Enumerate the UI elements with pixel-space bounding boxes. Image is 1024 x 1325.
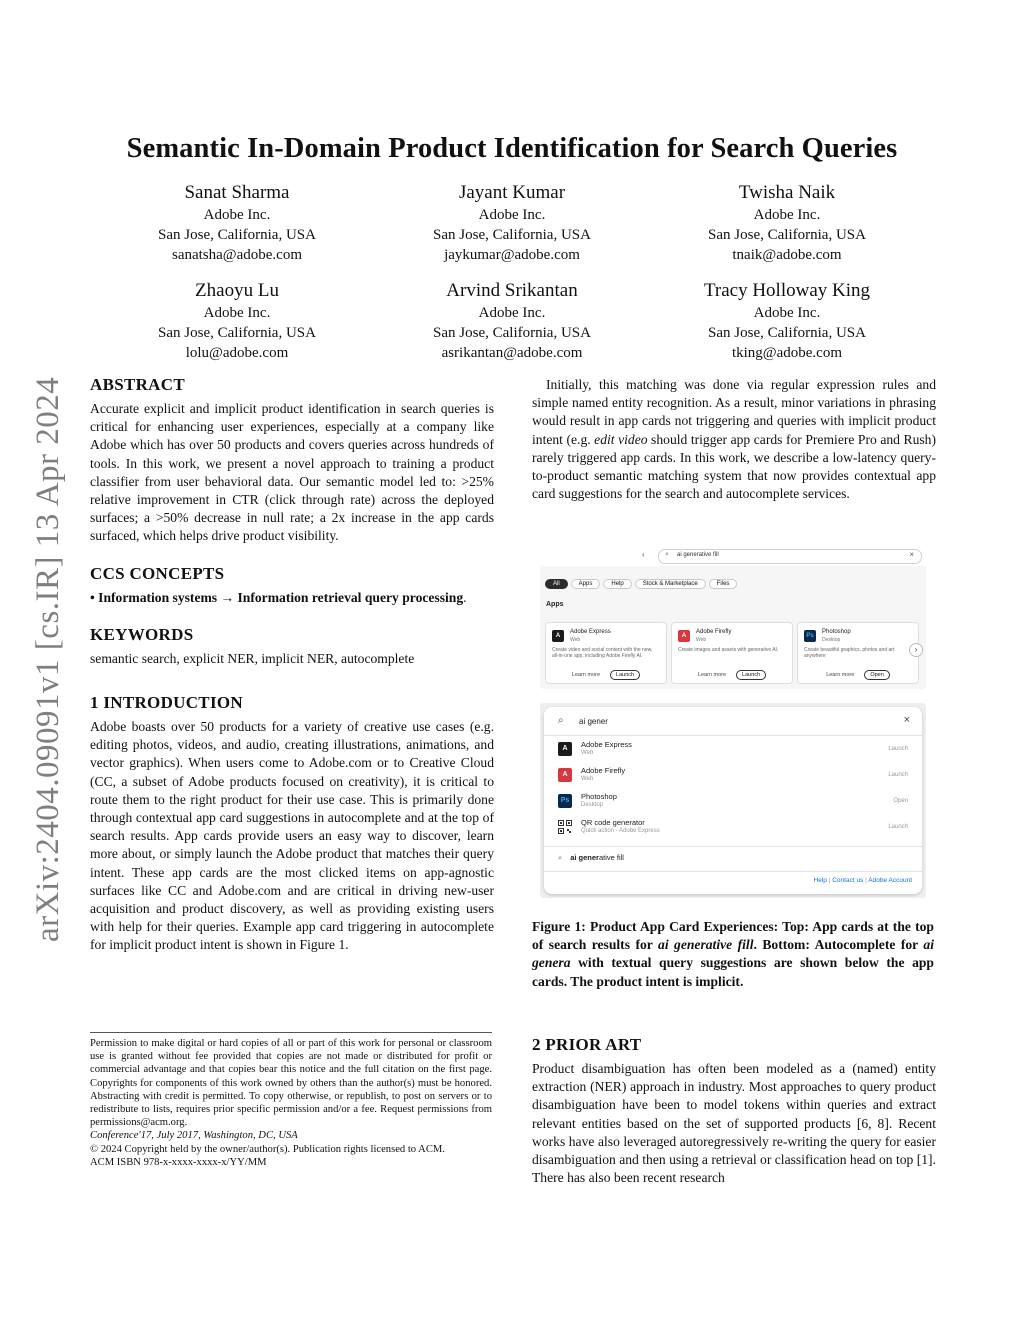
help-link[interactable]: Help	[813, 877, 827, 884]
author-location: San Jose, California, USA	[158, 227, 316, 243]
row-action[interactable]: Launch	[888, 746, 908, 752]
filter-tabs	[545, 572, 740, 590]
author-location: San Jose, California, USA	[433, 227, 591, 243]
right-column-intro	[532, 376, 936, 503]
footnote-isbn: ACM ISBN 978-x-xxxx-xxxx-x/YY/MM	[90, 1156, 267, 1168]
learn-more-link[interactable]: Learn more	[697, 672, 727, 678]
search-text: ai generative fill	[677, 552, 719, 558]
tab-stock[interactable]: Stock & Marketplace	[635, 579, 706, 589]
app-card-name: Adobe Firefly	[696, 629, 732, 635]
qr-code-icon	[558, 820, 572, 834]
contact-us-link[interactable]: Contact us	[832, 877, 864, 884]
autocomplete-app-row[interactable]	[554, 816, 912, 842]
app-card-platform: Web	[570, 637, 581, 643]
app-card-description: Create video and social content with the new, all-in-one app, including Adobe Firefly AI.	[552, 647, 653, 659]
author-org: Adobe Inc.	[478, 207, 546, 223]
suggestion-row[interactable]	[558, 853, 624, 863]
author-org: Adobe Inc.	[753, 305, 821, 321]
author-email: asrikantan@adobe.com	[441, 345, 583, 361]
suggestion-typed: ai gener	[570, 853, 599, 862]
row-action[interactable]: Launch	[888, 824, 908, 830]
author-name: Jayant Kumar	[458, 182, 566, 203]
learn-more-link[interactable]: Learn more	[826, 672, 855, 678]
footnote-permission: Permission to make digital or hard copies of all or part of this work for personal or classroom use is granted without fee provided that copies are not made or distributed for profit or commercial advantage and that copies bear this notice and the full citation on the first page. Copyrights for components of this work owned by others than the author(s) must be honored. Abstracting with credit is permitted. To copy otherwise, or republish, to post on servers or to redistribute to lists, requires prior specific permission and/or a fee. Request permissions from permissions@acm.org.	[90, 1038, 492, 1129]
author-name: Zhaoyu Lu	[195, 280, 279, 301]
adobe-account-link[interactable]: Adobe Account	[868, 877, 912, 884]
author-block	[372, 181, 652, 265]
app-card-platform: Desktop	[822, 637, 841, 643]
app-card[interactable]	[797, 622, 919, 684]
footnote-copyright: © 2024 Copyright held by the owner/author(s). Publication rights licensed to ACM.	[90, 1143, 445, 1155]
divider	[544, 846, 922, 847]
author-email: tnaik@adobe.com	[732, 247, 842, 263]
row-name: Adobe Express	[581, 740, 632, 749]
author-email: lolu@adobe.com	[185, 345, 289, 361]
figure-caption	[532, 918, 934, 991]
author-block	[97, 279, 377, 363]
right-paragraph-emphasis: edit video	[594, 431, 648, 447]
app-card-description: Create beautiful graphics, photos and art anywhere	[804, 647, 895, 659]
ccs-heading: CCS CONCEPTS	[90, 563, 225, 583]
right-paragraph-part: should trigger app cards for Premiere Pro and Rush) rarely triggered app cards. In this work, we describe a low-latency query-to-product semantic matching system that now provides contextual app card suggestions for the search and autocomplete services.	[532, 431, 936, 502]
caption-part: Figure 1: Product App Card Experiences: Top: App cards at the top of search results for	[532, 919, 934, 953]
back-icon[interactable]: ‹	[642, 550, 645, 559]
row-sub: Quick action - Adobe Express	[581, 828, 660, 834]
row-name: QR code generator	[581, 818, 645, 827]
author-org: Adobe Inc.	[203, 207, 271, 223]
author-block	[647, 279, 927, 363]
row-name: Adobe Firefly	[581, 766, 626, 775]
next-arrow-icon[interactable]: ›	[909, 643, 923, 657]
row-sub: Web	[581, 776, 594, 782]
figure-autocomplete	[540, 703, 926, 898]
prior-art-section	[532, 1034, 936, 1187]
tab-apps[interactable]: Apps	[571, 579, 601, 589]
footnote-conference: Conference'17, July 2017, Washington, DC, USA	[90, 1130, 298, 1142]
left-column	[90, 374, 494, 955]
launch-button[interactable]: Launch	[610, 670, 640, 680]
search-icon: ⌕	[558, 853, 563, 862]
adobe-express-icon: A	[552, 630, 564, 642]
autocomplete-app-row[interactable]	[554, 790, 912, 816]
author-org: Adobe Inc.	[203, 305, 271, 321]
app-card-platform: Web	[696, 637, 707, 643]
launch-button[interactable]: Launch	[736, 670, 766, 680]
paper-title: Semantic In-Domain Product Identification for Search Queries	[126, 133, 898, 164]
suggestion-completion: ative fill	[598, 853, 624, 862]
author-name: Twisha Naik	[738, 182, 836, 203]
keywords-heading: KEYWORDS	[90, 624, 194, 644]
divider	[544, 871, 922, 872]
search-input[interactable]	[658, 549, 922, 564]
autocomplete-app-row[interactable]	[554, 764, 912, 790]
app-card[interactable]	[545, 622, 667, 684]
adobe-express-icon: A	[558, 742, 572, 756]
author-block	[647, 181, 927, 265]
row-action[interactable]: Launch	[888, 772, 908, 778]
learn-more-link[interactable]: Learn more	[571, 672, 601, 678]
prior-art-heading: 2 PRIOR ART	[532, 1035, 642, 1054]
app-card-actions	[546, 672, 666, 678]
divider	[544, 735, 922, 736]
abstract-text: Accurate explicit and implicit product identification in search queries is critical for enhancing user experiences, especially at a company like Adobe which has over 50 products and covers queries across hundreds of tools. In this work, we present a novel approach to training a product classifier from user behavioral data. Our semantic model led to: >25% relative improvement in CTR (click through rate) across the deployed surfaces; a >50% decrease in null rate; a 2x increase in the app cards surfaced, which helps drive product visibility.	[90, 401, 494, 544]
author-name: Tracy Holloway King	[703, 280, 871, 301]
tab-all[interactable]: All	[545, 579, 568, 589]
keywords-text: semantic search, explicit NER, implicit NER, autocomplete	[90, 650, 415, 666]
app-card-name: Photoshop	[822, 629, 851, 635]
footnote	[90, 1037, 492, 1169]
right-paragraph	[532, 376, 936, 503]
intro-heading: 1 INTRODUCTION	[90, 693, 243, 713]
autocomplete-app-row[interactable]	[554, 738, 912, 764]
app-card-actions	[798, 672, 918, 678]
search-icon: ⌕	[558, 715, 564, 726]
apps-section-title: Apps	[546, 601, 564, 608]
search-icon: ⌕	[665, 551, 669, 558]
query-text[interactable]: ai gener	[579, 717, 608, 726]
row-action[interactable]: Open	[893, 798, 908, 804]
abstract-heading: ABSTRACT	[90, 375, 185, 394]
ccs-end: .	[463, 589, 467, 605]
figure-app-cards	[540, 546, 926, 689]
caption-emphasis: ai generative fill	[658, 937, 754, 953]
author-email: sanatsha@adobe.com	[171, 247, 303, 263]
author-org: Adobe Inc.	[753, 207, 821, 223]
author-email: tking@adobe.com	[731, 345, 843, 361]
adobe-firefly-icon: A	[558, 768, 572, 782]
arxiv-stamp-text: arXiv:2404.09091v1 [cs.IR] 13 Apr 2024	[30, 376, 66, 942]
ccs-text	[90, 589, 494, 607]
photoshop-icon: Ps	[804, 630, 816, 642]
author-location: San Jose, California, USA	[708, 325, 866, 341]
caption-part: . Bottom: Autocomplete for	[753, 937, 924, 953]
row-sub: Web	[581, 750, 594, 756]
row-sub: Desktop	[581, 802, 604, 808]
author-location: San Jose, California, USA	[158, 325, 316, 341]
author-name: Sanat Sharma	[184, 182, 290, 203]
app-card-actions	[672, 672, 792, 678]
ccs-concept: • Information systems → Information retrieval query processing	[90, 589, 464, 605]
tab-help[interactable]: Help	[603, 579, 631, 589]
author-block	[372, 279, 652, 363]
caption-part: with textual query suggestions are shown below the app cards. The product intent is implicit.	[532, 955, 934, 989]
right-paragraph-part: Initially, this matching was done via regular expression rules and simple named entity recognition. As a result, minor variations in phrasing would result in app cards not triggering and queries with implicit product intent (e.g.	[532, 377, 936, 447]
author-location: San Jose, California, USA	[433, 325, 591, 341]
app-card-name: Adobe Express	[570, 629, 611, 635]
footer-links: Help | Contact us | Adobe Account	[813, 877, 912, 884]
author-org: Adobe Inc.	[478, 305, 546, 321]
photoshop-icon: Ps	[558, 794, 572, 808]
close-icon[interactable]: ×	[903, 714, 910, 726]
author-email: jaykumar@adobe.com	[444, 247, 580, 263]
footnote-rule	[90, 1032, 492, 1033]
row-name: Photoshop	[581, 792, 617, 801]
autocomplete-panel	[544, 707, 922, 894]
app-card[interactable]	[671, 622, 793, 684]
author-location: San Jose, California, USA	[708, 227, 866, 243]
close-icon[interactable]: ×	[909, 550, 914, 559]
intro-text: Adobe boasts over 50 products for a variety of creative use cases (e.g. editing photos, videos, and audio, creating illustrations, animations, and vector graphics). When users come to Adobe.com or to Creative Cloud (CC, a subset of Adobe products focused on creativity), it is critical to route them to the right product for their use case. This is primarily done through contextual app card suggestions in autocomplete and at the top of search results. App cards provide users an easy way to discover, learn more about, or simply launch the Adobe product that matches their query intent. These app cards are the most clicked items on app-agnostic surfaces like CC and Adobe.com and are critical in driving new-user acquisition and product discovery, as well as providing existing users with help for their queries. Example app card triggering in autocomplete for implicit product intent is shown in Figure 1.	[90, 719, 494, 953]
adobe-firefly-icon: A	[678, 630, 690, 642]
open-button[interactable]: Open	[864, 670, 889, 680]
tab-files[interactable]: Files	[709, 579, 738, 589]
app-card-description: Create images and assets with generative AI.	[678, 647, 779, 653]
caption-emphasis: ai genera	[532, 937, 934, 971]
author-name: Arvind Srikantan	[446, 280, 578, 301]
author-block	[97, 181, 377, 265]
prior-art-text: Product disambiguation has often been modeled as a (named) entity extraction (NER) approach in industry. Most approaches to query product disambiguation have been to model tokens within queries and extract relevant entities based on the set of supported products [6, 8]. Recent works have also leveraged autoregressively re-writing the query for easier disambiguation and then using a retrieval or classification head on top [1]. There has also been recent research	[532, 1061, 936, 1186]
